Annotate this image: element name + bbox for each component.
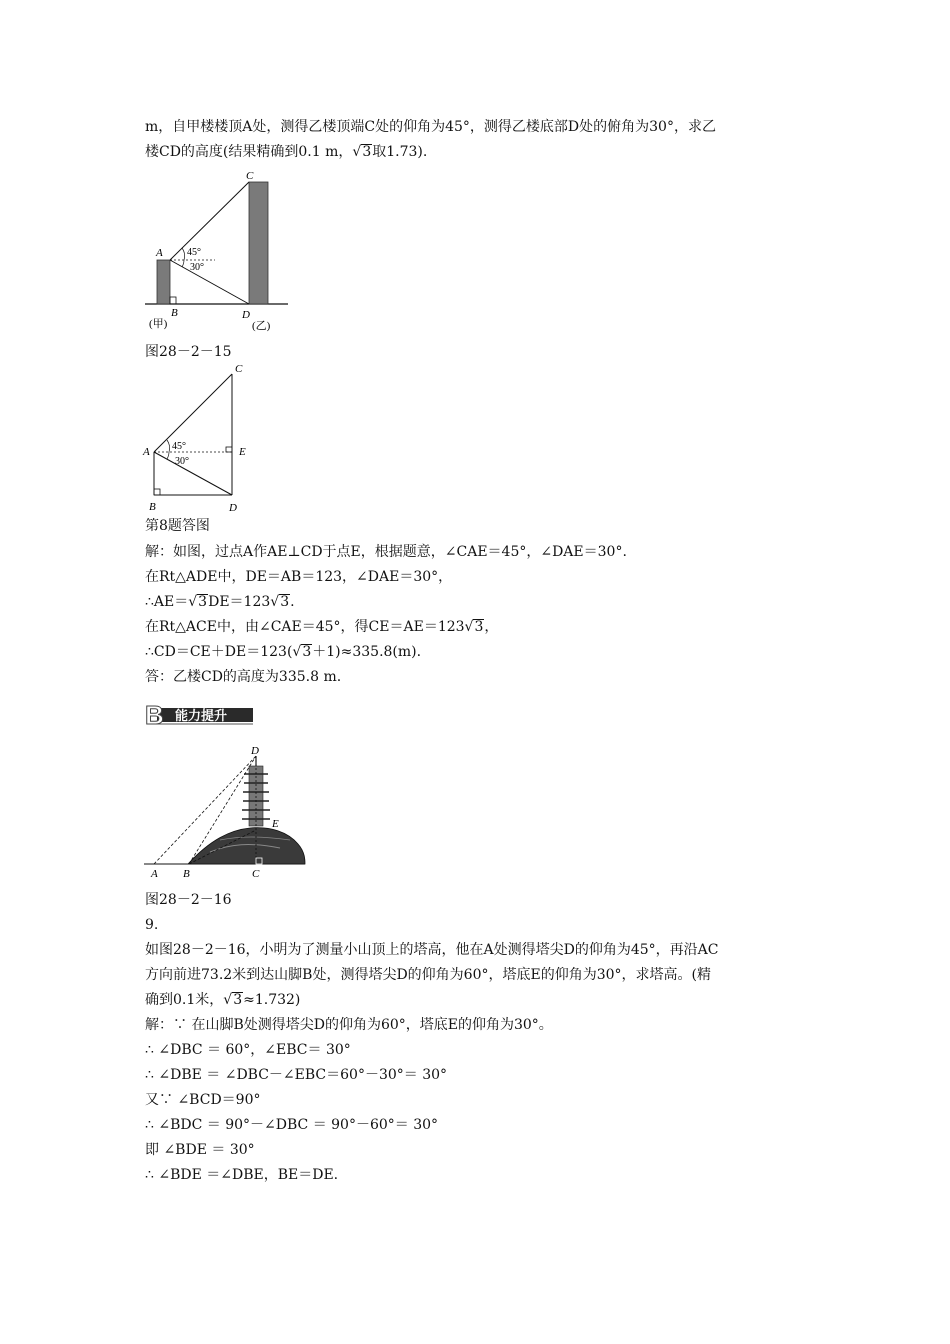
label-A: A — [156, 247, 163, 259]
problem8-line2-pre: 楼CD的高度(结果精确到0.1 m， — [145, 144, 353, 160]
sqrt-symbol: √3 — [188, 594, 208, 610]
problem9-text2: 方向前进73.2米到达山脚B处，测得塔尖D的仰角为60°，塔底E的仰角为30°，求塔高。(精 — [145, 967, 711, 983]
badge-letter: B — [145, 700, 164, 728]
label-A: A — [151, 868, 158, 880]
angle-30: 30° — [175, 456, 189, 467]
angle-45: 45° — [172, 441, 186, 452]
sqrt-symbol: √3 — [223, 992, 243, 1008]
sqrt-symbol: √3 — [464, 619, 484, 635]
label-A: A — [143, 446, 150, 458]
solution9-line1: 解：∵ 在山脚B处测得塔尖D的仰角为60°，塔底E的仰角为30°。 — [145, 1017, 553, 1033]
pagoda — [242, 756, 270, 826]
figure-answer-8 — [140, 360, 260, 518]
label-D: D — [229, 502, 237, 514]
label-D: D — [251, 745, 259, 757]
label-B: B — [171, 307, 178, 319]
label-E: E — [272, 818, 279, 830]
building-jia — [157, 260, 170, 304]
label-C: C — [235, 363, 243, 375]
label-E: E — [239, 446, 246, 458]
figure-28-2-15 — [140, 168, 300, 338]
building-yi — [249, 182, 268, 304]
sqrt-symbol: √3 — [270, 594, 290, 610]
solution8-line4: 在Rt△ACE中，由∠CAE＝45°，得CE＝AE＝123√3， — [145, 619, 499, 635]
sqrt-symbol: √3 — [292, 644, 312, 660]
problem9-number: 9. — [145, 917, 159, 933]
label-jia: (甲) — [149, 318, 168, 330]
problem8-line2-post: 取1.73). — [372, 144, 428, 160]
figure-caption-28-2-16: 图28－2－16 — [145, 892, 232, 908]
badge-text: 能力提升 — [175, 709, 228, 724]
problem9-text3: 确到0.1米，√3≈1.732) — [145, 992, 301, 1008]
solution9-line5: ∴ ∠BDC ＝ 90°－∠DBC ＝ 90°－60°＝ 30° — [145, 1117, 439, 1133]
sqrt-symbol: √3 — [352, 144, 372, 160]
label-D: D — [242, 309, 250, 321]
figure-28-2-16 — [140, 740, 310, 880]
solution9-line7: ∴ ∠BDE ＝∠DBE，BE＝DE. — [145, 1167, 339, 1183]
solution8-line2: 在Rt△ADE中，DE＝AB＝123，∠DAE＝30°， — [145, 569, 453, 585]
angle-30: 30° — [190, 262, 204, 273]
hill — [188, 828, 305, 864]
label-B: B — [149, 501, 156, 513]
solution8-line3: ∴AE＝√3DE＝123√3. — [145, 594, 295, 610]
solution9-line4: 又∵ ∠BCD＝90° — [145, 1092, 261, 1108]
label-yi: (乙) — [252, 320, 271, 332]
solution8-line1: 解：如图，过点A作AE⊥CD于点E，根据题意，∠CAE＝45°，∠DAE＝30°. — [145, 544, 627, 560]
solution8-line5: ∴CD＝CE＋DE＝123(√3＋1)≈335.8(m). — [145, 644, 422, 660]
problem8-line1: m，自甲楼楼顶A处，测得乙楼顶端C处的仰角为45°，测得乙楼底部D处的俯角为30°，求乙 — [145, 119, 716, 135]
problem9-text1: 如图28－2－16，小明为了测量小山顶上的塔高，他在A处测得塔尖D的仰角为45°，再沿AC — [145, 942, 719, 958]
label-B: B — [183, 868, 190, 880]
section-badge — [145, 700, 255, 728]
label-C: C — [252, 868, 260, 880]
figure-caption-28-2-15: 图28－2－15 — [145, 344, 232, 360]
solution9-line2: ∴ ∠DBC ＝ 60°，∠EBC＝ 30° — [145, 1042, 351, 1058]
solution9-line3: ∴ ∠DBE ＝ ∠DBC－∠EBC＝60°－30°＝ 30° — [145, 1067, 448, 1083]
solution8-answer: 答：乙楼CD的高度为335.8 m. — [145, 669, 342, 685]
figure-caption-answer-8: 第8题答图 — [145, 518, 210, 534]
solution9-line6: 即 ∠BDE ＝ 30° — [145, 1142, 255, 1158]
label-C: C — [246, 170, 254, 182]
problem8-line2 — [145, 143, 427, 161]
angle-45: 45° — [187, 247, 201, 258]
